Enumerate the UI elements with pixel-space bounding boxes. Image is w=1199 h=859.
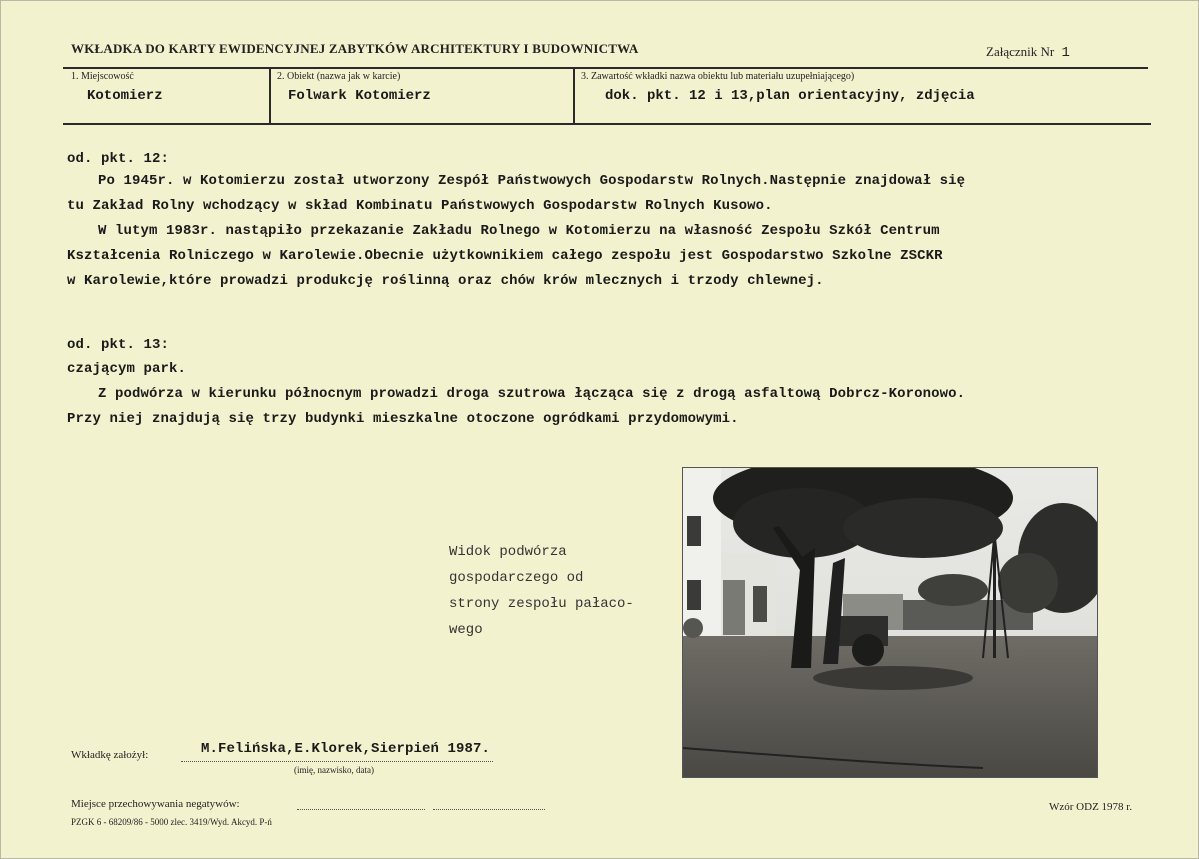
attachment-label xyxy=(986,44,1070,61)
founder-value: M.Felińska,E.Klorek,Sierpień 1987. xyxy=(201,741,491,757)
field-location-value: Kotomierz xyxy=(87,88,163,104)
section-13-line: czającym park. xyxy=(67,361,187,377)
section-13-line: Z podwórza w kierunku północnym prowadzi droga szutrowa łącząca się z drogą asfaltową Dobrcz-Koronowo. xyxy=(98,386,966,402)
print-info: PZGK 6 - 68209/86 - 5000 zlec. 3419/Wyd. Akcyd. P-ń xyxy=(71,817,272,827)
founder-hint: (imię, nazwisko, data) xyxy=(294,765,374,775)
form-code: Wzór ODZ 1978 r. xyxy=(1049,801,1133,813)
farmyard-photo-drawing xyxy=(683,468,1098,778)
section-13-heading: od. pkt. 13: xyxy=(67,337,170,353)
table-bottom-rule xyxy=(63,123,1151,125)
negatives-label: Miejsce przechowywania negatywów: xyxy=(71,798,240,810)
section-12-line: Po 1945r. w Kotomierzu został utworzony Zespół Państwowych Gospodarstw Rolnych.Następnie znajdował się xyxy=(98,173,966,189)
form-title: WKŁADKA DO KARTY EWIDENCYJNEJ ZABYTKÓW ARCHITEKTURY I BUDOWNICTWA xyxy=(71,41,639,56)
section-12-line: W lutym 1983r. nastąpiło przekazanie Zakładu Rolnego w Kotomierzu na własność Zespołu Szkół Centrum xyxy=(98,223,940,239)
field-location-label: 1. Miejscowość xyxy=(71,71,134,82)
photo-caption-line: wego xyxy=(449,622,483,638)
field-object-value: Folwark Kotomierz xyxy=(288,88,431,104)
field-contents-value: dok. pkt. 12 i 13,plan orientacyjny, zdjęcia xyxy=(605,88,975,104)
section-12-line: w Karolewie,które prowadzi produkcję roślinną oraz chów krów mlecznych i trzody chlewnej. xyxy=(67,273,824,289)
field-object-label: 2. Obiekt (nazwa jak w karcie) xyxy=(277,71,401,82)
photo-caption-line: gospodarczego od xyxy=(449,570,584,586)
founder-label: Wkładkę założył: xyxy=(71,749,149,761)
negatives-dotted-line-2 xyxy=(433,809,545,810)
attachment-number: 1 xyxy=(1061,45,1070,61)
photo-caption-line: strony zespołu pałaco- xyxy=(449,596,634,612)
farmyard-photo xyxy=(682,467,1098,778)
section-12-line: Kształcenia Rolniczego w Karolewie.Obecnie użytkownikiem całego zespołu jest Gospodarstwo Szkolne ZSCKR xyxy=(67,248,943,264)
section-12-line: tu Zakład Rolny wchodzący w skład Kombinatu Państwowych Gospodarstw Rolnych Kusowo. xyxy=(67,198,773,214)
table-divider-2 xyxy=(573,68,575,123)
table-divider-1 xyxy=(269,68,271,123)
negatives-dotted-line-1 xyxy=(297,809,425,810)
attachment-label-text: Załącznik Nr xyxy=(986,44,1055,59)
section-13-line: Przy niej znajdują się trzy budynki mieszkalne otoczone ogródkami przydomowymi. xyxy=(67,411,739,427)
photo-caption-line: Widok podwórza xyxy=(449,544,567,560)
section-12-heading: od. pkt. 12: xyxy=(67,151,170,167)
table-top-rule xyxy=(63,67,1148,69)
founder-dotted-line xyxy=(181,761,493,762)
field-contents-label: 3. Zawartość wkładki nazwa obiektu lub materiału uzupełniającego) xyxy=(581,71,855,82)
